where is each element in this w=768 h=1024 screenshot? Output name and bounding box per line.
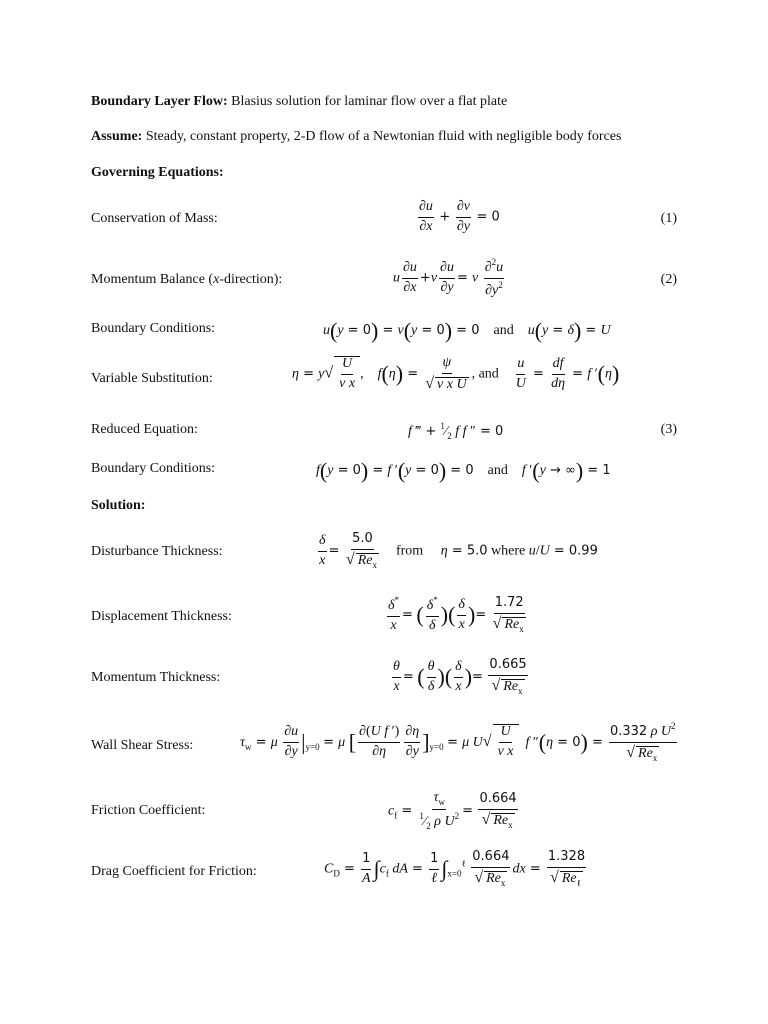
boundary-conditions-equation: u(y = 0) = v(y = 0) = 0 and u(y = δ) = U (323, 318, 611, 343)
title-label: Boundary Layer Flow: (91, 94, 228, 109)
reduced-equation: f ‴ + $^1⁄_2$ f f ″ = 0 (408, 421, 504, 441)
friction-coefficient-equation: $c_f$ = $\frac{\tau_w}{^1⁄_2 \rho U^2}$ = $\frac{0.664}{√ Re_x}$ (388, 790, 517, 832)
momentum-label: Momentum Balance (x-direction): (91, 272, 283, 287)
assume-text: Steady, constant property, 2-D flow of a Newtonian fluid with negligible body forces (145, 129, 622, 144)
mass-equation: $\frac{\partial u}{\partial x}$ + $\frac{\partial v}{\partial y}$ = 0 (419, 199, 500, 234)
drag-coefficient-label: Drag Coefficient for Friction: (91, 864, 257, 879)
disturbance-thickness-equation: $\frac{\delta}{x}$ = $\frac{5.0}{√ Re_x}$ from η = 5.0 where u/U = 0.99 (319, 531, 598, 570)
boundary-conditions-2-label: Boundary Conditions: (91, 461, 216, 476)
equation-number-3: (3) (660, 422, 677, 437)
displacement-thickness-equation: $\frac{\delta^*}{x}$ = ( $\frac{\delta^*}{\delta}$ )( $\frac{\delta}{x}$ )= $\frac{1.72}{√ Re_x}$ (388, 595, 524, 634)
boundary-conditions-label: Boundary Conditions: (91, 321, 216, 336)
momentum-thickness-label: Momentum Thickness: (91, 670, 221, 685)
title-text: Blasius solution for laminar flow over a flat plate (231, 94, 508, 109)
solution-heading: Solution: (91, 498, 146, 513)
assume-label: Assume: (91, 129, 143, 144)
displacement-thickness-label: Displacement Thickness: (91, 609, 232, 624)
disturbance-thickness-label: Disturbance Thickness: (91, 544, 223, 559)
reduced-equation-label: Reduced Equation: (91, 422, 198, 437)
variable-substitution-equation: η = y√ $\frac{U}{\text{ν x}}$ , f(η) = $\frac{\psi}{\text{√ ν x U}}$ , and $\frac{u}{U}$ = $\frac{df}{d\eta}$ = f ′(η) (292, 355, 620, 392)
mass-label: Conservation of Mass: (91, 211, 218, 226)
drag-coefficient-equation: $C_D$ = $\frac{1}{A}$ $\int c_f$ dA = $\frac{1}{\text{ℓ}}$ $\int_{x=0}^\ell$ $\frac{0.664}{√ Re_x}$ dx = $\frac{1.328}{√ Re_\ell}$ (324, 849, 586, 888)
momentum-thickness-equation: $\frac{\theta}{x}$ = ( $\frac{\theta}{\delta}$ )( $\frac{\delta}{x}$ )= $\frac{0.665}{√ Re_x}$ (393, 657, 527, 696)
title-line (91, 94, 507, 110)
governing-heading: Governing Equations: (91, 165, 224, 180)
momentum-equation: u $\frac{\partial u}{\partial x}$ +v $\frac{\partial u}{\partial y}$ = ν $\frac{\partial^2u}{\partial y^2}$ (393, 257, 504, 298)
wall-shear-stress-label: Wall Shear Stress: (91, 738, 194, 753)
variable-substitution-label: Variable Substitution: (91, 371, 213, 386)
friction-coefficient-label: Friction Coefficient: (91, 803, 206, 818)
equation-number-2: (2) (660, 272, 677, 287)
assume-line (91, 129, 621, 145)
boundary-conditions-2-equation: f(y = 0) = f ′(y = 0) = 0 and f ′(y → ∞) = 1 (316, 458, 611, 483)
wall-shear-stress-equation: $\tau_w = \mu$ $\frac{\partial u}{\partial y}$ $|_{y=0} = \mu$ [ $\frac{\text{∂(U f ′)}}{\partial\eta}$ $\frac{\partial\eta}{\partial y}$ ]$_{y=0} = \mu$ U√ $\frac{U}{\text{ν x}}$ f ″(η = 0) = $\frac{0.332 \rho U^2}{√ Re_x}$ (240, 721, 676, 763)
equation-number-1: (1) (660, 211, 677, 226)
